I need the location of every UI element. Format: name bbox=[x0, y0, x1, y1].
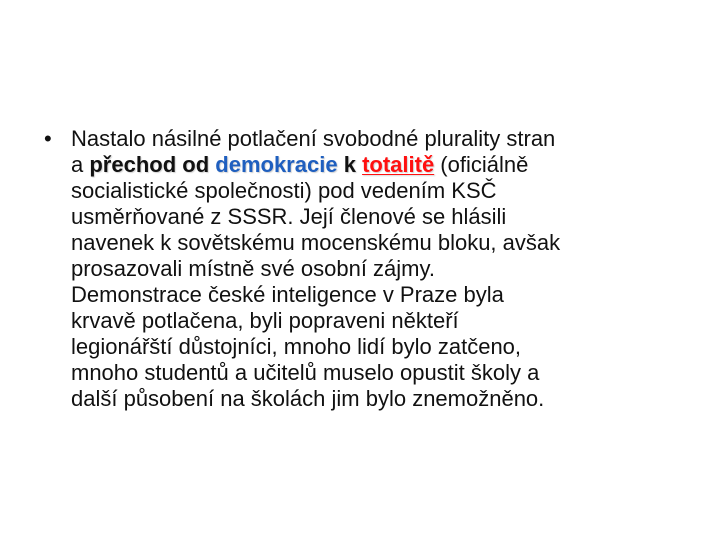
transition-phrase: přechod od bbox=[89, 152, 210, 177]
paragraph-line-10: mnoho studentů a učitelů muselo opustit školy a bbox=[71, 360, 540, 385]
paragraph-text bbox=[71, 126, 691, 412]
line-2-prefix: a bbox=[71, 152, 90, 177]
paragraph-line-2 bbox=[71, 152, 691, 178]
bullet-marker: • bbox=[44, 126, 52, 151]
paragraph-line-5: navenek k sovětskému mocenskému bloku, avšak bbox=[71, 230, 561, 255]
paragraph-line-7: Demonstrace české inteligence v Praze byla bbox=[71, 282, 504, 307]
paragraph-line-3: socialistické společnosti) pod vedením KSČ bbox=[71, 178, 497, 203]
paragraph-line-6: prosazovali místně své osobní zájmy. bbox=[71, 256, 435, 281]
totalitarian-phrase: totalitě bbox=[362, 152, 435, 177]
paragraph-line-1: Nastalo násilné potlačení svobodné plurality stran bbox=[71, 126, 556, 151]
democracy-phrase: demokracie bbox=[215, 152, 338, 177]
k-phrase: k bbox=[343, 152, 356, 177]
line-2-suffix: (oficiálně bbox=[434, 152, 529, 177]
paragraph-line-9: legionářští důstojníci, mnoho lidí bylo zatčeno, bbox=[71, 334, 522, 359]
paragraph-line-4: usměrňované z SSSR. Její členové se hlásili bbox=[71, 204, 507, 229]
bullet-paragraph bbox=[44, 126, 694, 412]
paragraph-line-8: krvavě potlačena, byli popraveni někteří bbox=[71, 308, 459, 333]
paragraph-line-11: další působení na školách jim bylo znemožněno. bbox=[71, 386, 545, 411]
